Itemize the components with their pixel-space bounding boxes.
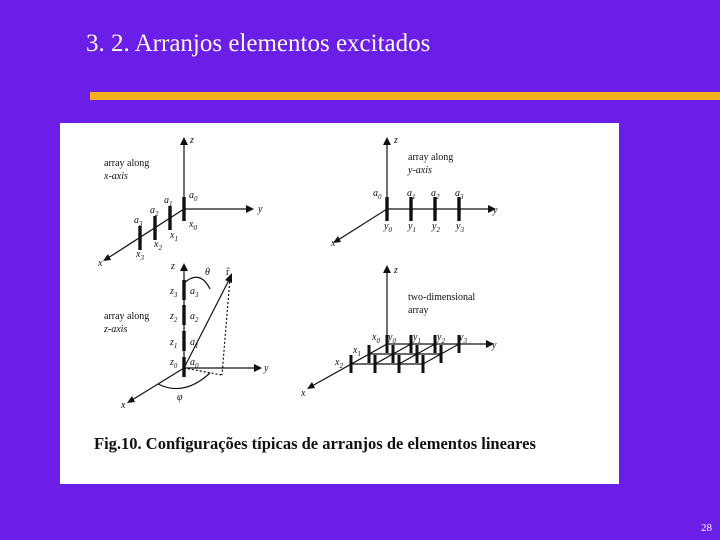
br-y1-label: $y_1$: [413, 332, 421, 345]
tr-x-label: x: [331, 238, 336, 249]
bl-z-label: z: [171, 261, 175, 272]
br-note-line2: array: [408, 305, 429, 316]
tr-a2-label: $a_2$: [431, 188, 440, 201]
br-y3-label: $y_3$: [459, 332, 467, 345]
tr-z-label: z: [394, 135, 398, 146]
bl-z2-label: $z_2$: [170, 311, 178, 324]
tl-x1-label: $x_1$: [170, 230, 178, 243]
tr-a3-label: $a_3$: [455, 188, 464, 201]
bl-rhat-label: r̂: [226, 267, 230, 278]
panel-x-axis-array: [103, 137, 254, 261]
tr-y2-label: $y_2$: [432, 221, 440, 234]
bl-x-label: x: [121, 400, 126, 411]
tl-y-label: y: [258, 204, 263, 215]
bl-z1-label: $z_1$: [170, 337, 178, 350]
title-underline-bar: [90, 92, 720, 100]
br-x1-label: $x_1$: [353, 345, 361, 358]
bl-a0-label: $a_0$: [190, 357, 199, 370]
panel-2d-array: [307, 265, 494, 389]
bl-note-line1: array along: [104, 311, 150, 322]
bl-note-line2: z-axis: [104, 324, 128, 335]
bl-y-arrow: [254, 364, 262, 372]
tl-a2-label: $a_2$: [150, 205, 159, 218]
br-x0-label: $x_0$: [372, 332, 380, 345]
br-y-label: y: [492, 340, 497, 351]
tl-a0-label: $a_0$: [189, 190, 198, 203]
bl-projection-base: [184, 368, 222, 375]
tl-x2-label: $x_2$: [154, 239, 162, 252]
tl-x3-label: $x_3$: [136, 249, 144, 262]
tl-note-line1: array along: [104, 158, 150, 169]
br-z-label: z: [394, 265, 398, 276]
br-note-line1: two-dimensional: [408, 292, 476, 303]
tr-y0-label: $y_0$: [384, 221, 392, 234]
tl-y-arrow: [246, 205, 254, 213]
tr-note-line2: y-axis: [408, 165, 432, 176]
tr-a1-label: $a_1$: [407, 188, 416, 201]
tl-note-line2: x-axis: [104, 171, 128, 182]
tl-z-label: z: [190, 135, 194, 146]
tl-x0-label: $x_0$: [189, 219, 197, 232]
tr-y-label: y: [493, 205, 498, 216]
bl-theta-label: θ: [205, 267, 210, 278]
panel-z-axis-array: [127, 263, 262, 403]
bl-a1-label: $a_1$: [190, 337, 199, 350]
bl-z3-label: $z_3$: [170, 286, 178, 299]
page-number: 28: [701, 522, 712, 534]
br-z-arrow: [383, 265, 391, 273]
bl-a3-label: $a_3$: [190, 286, 199, 299]
figure-panel: [60, 123, 619, 484]
tr-x-axis: [338, 209, 387, 240]
bl-theta-arc: [184, 277, 210, 289]
array-configurations-diagram: [60, 123, 619, 484]
tr-a0-label: $a_0$: [373, 188, 382, 201]
tl-a1-label: $a_1$: [164, 195, 173, 208]
slide-title: 3. 2. Arranjos elementos excitados: [86, 30, 431, 57]
br-x2-label: $x_2$: [335, 357, 343, 370]
bl-z-arrow: [180, 263, 188, 271]
br-x-label: x: [301, 388, 306, 399]
br-y2-label: $y_2$: [437, 332, 445, 345]
bl-z0-label: $z_0$: [170, 357, 178, 370]
tr-z-arrow: [383, 137, 391, 145]
figure-caption: Fig.10. Configurações típicas de arranjos de elementos lineares: [94, 434, 536, 453]
tl-a3-label: $a_3$: [134, 215, 143, 228]
bl-y-label: y: [264, 363, 269, 374]
tl-z-arrow: [180, 137, 188, 145]
bl-a2-label: $a_2$: [190, 311, 199, 324]
tr-y1-label: $y_1$: [408, 221, 416, 234]
bl-phi-label: φ: [177, 392, 183, 403]
tr-y3-label: $y_3$: [456, 221, 464, 234]
tl-x-label: x: [98, 258, 103, 269]
br-y0-label: $y_0$: [388, 332, 396, 345]
tr-note-line1: array along: [408, 152, 454, 163]
